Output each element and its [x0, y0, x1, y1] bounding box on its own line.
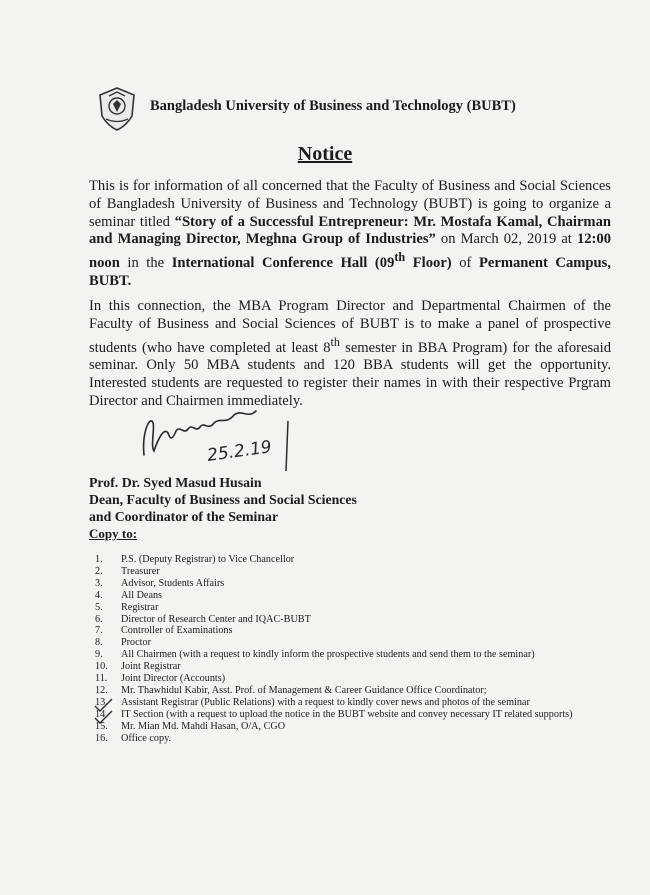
- list-item-text: Director of Research Center and IQAC-BUBT: [121, 613, 311, 625]
- list-item-number: 5.: [95, 601, 103, 613]
- handwritten-tick-mark: [92, 709, 114, 725]
- signer-name: Prof. Dr. Syed Masud Husain: [89, 475, 262, 490]
- list-item-text: Office copy.: [121, 732, 172, 744]
- copy-to-list: [89, 554, 609, 745]
- list-item-number: 16.: [95, 732, 108, 744]
- venue-superscript: th: [394, 250, 406, 265]
- list-item-text: Treasurer: [121, 565, 160, 577]
- list-item-number: 14.: [95, 708, 108, 720]
- list-item-number: 15.: [95, 720, 108, 732]
- seminar-campus: Permanent Campus, BUBT.: [89, 255, 611, 289]
- list-item-number: 7.: [95, 625, 103, 637]
- p1-text-3: in the: [119, 255, 172, 272]
- list-item: [89, 685, 609, 697]
- signer-block: [89, 474, 357, 525]
- list-item-number: 3.: [95, 577, 103, 589]
- list-item: [89, 709, 609, 721]
- list-item-text: Mr. Thawhidul Kabir, Asst. Prof. of Management & Career Guidance Office Coordinator;: [121, 684, 487, 696]
- list-item-text: IT Section (with a request to upload the notice in the BUBT website and convey necessary IT related supports): [121, 708, 573, 720]
- list-item-text: Controller of Examinations: [121, 625, 233, 637]
- list-item-number: 1.: [95, 554, 103, 565]
- p2-text-2: semester in BBA Program) for the aforesaid seminar. Only 50 MBA students and 120 BBA students will get the opportunity. Interested students are requested to register their names in with their respective Prgram Director and Chairmen immediately.: [89, 339, 612, 409]
- list-item: [89, 637, 609, 649]
- signer-title: Dean, Faculty of Business and Social Sciences: [89, 492, 357, 507]
- signer-role: and Coordinator of the Seminar: [89, 509, 279, 524]
- list-item-text: P.S. (Deputy Registrar) to Vice Chancellor: [121, 554, 295, 565]
- handwritten-signature: [138, 405, 318, 475]
- list-item: [89, 554, 609, 566]
- list-item: [89, 721, 609, 733]
- handwritten-date: 25.2.19: [205, 437, 273, 466]
- p1-text-2: on March 02, 2019 at: [435, 231, 577, 248]
- list-item-text: Joint Registrar: [121, 661, 181, 673]
- notice-paragraph-2: [89, 298, 611, 411]
- list-item-number: 13.: [95, 696, 108, 708]
- list-item: [89, 673, 609, 685]
- list-item-number: 12.: [95, 684, 108, 696]
- list-item: [89, 661, 609, 673]
- list-item-text: Advisor, Students Affairs: [121, 577, 225, 589]
- venue-part-a: International Conference Hall (09: [171, 255, 395, 272]
- list-item: [89, 590, 609, 602]
- list-item: [89, 578, 609, 590]
- list-item-number: 11.: [95, 673, 108, 685]
- list-item-number: 2.: [95, 565, 103, 577]
- p1-text-4: of: [451, 255, 479, 272]
- list-item: [89, 625, 609, 637]
- list-item-text: Proctor: [121, 637, 151, 649]
- bubt-crest-icon: [96, 86, 138, 132]
- list-item-number: 6.: [95, 613, 103, 625]
- list-item-number: 8.: [95, 637, 103, 649]
- list-item: [89, 602, 609, 614]
- list-item-text: Mr. Mian Md. Mahdi Hasan, O/A, CGO: [121, 720, 286, 732]
- list-item-number: 10.: [95, 661, 108, 673]
- list-item-number: 4.: [95, 589, 103, 601]
- list-item-text: Joint Director (Accounts): [121, 673, 226, 685]
- list-item-text: Registrar: [121, 601, 159, 613]
- p1-text-1: This is for information of all concerned that the Faculty of Business and Social Sciences of Bangladesh University of Business and Technology (BUBT) is going to organize a seminar titled: [89, 178, 611, 230]
- notice-paragraph-1: [89, 178, 611, 291]
- list-item-number: 9.: [95, 649, 103, 661]
- list-item: [89, 614, 609, 626]
- copy-to-heading: Copy to:: [89, 526, 138, 541]
- seminar-time: 12:00 noon: [89, 231, 611, 272]
- list-item: [89, 649, 609, 661]
- list-item: [89, 733, 609, 745]
- list-item: [89, 697, 609, 709]
- seminar-venue: [171, 250, 452, 272]
- semester-superscript: th: [330, 334, 341, 349]
- list-item-text: Assistant Registrar (Public Relations) with a request to kindly cover news and photos of the seminar: [121, 696, 530, 708]
- list-item-text: All Deans: [121, 589, 163, 601]
- list-item: [89, 566, 609, 578]
- seminar-title: “Story of a Successful Entrepreneur: Mr. Mostafa Kamal, Chairman and Managing Director, Meghna Group of Industries”: [89, 213, 611, 248]
- notice-title: Notice: [297, 143, 353, 165]
- list-item-text: All Chairmen (with a request to kindly inform the prospective students and send them to the seminar): [121, 649, 535, 661]
- venue-part-b: Floor): [405, 255, 452, 272]
- p2-text-1: In this connection, the MBA Program Director and Departmental Chairmen of the Faculty of Business and Social Sciences of BUBT is to make a panel of prospective students (who have completed at least 8: [89, 298, 611, 356]
- university-name: Bangladesh University of Business and Technology (BUBT): [150, 98, 516, 114]
